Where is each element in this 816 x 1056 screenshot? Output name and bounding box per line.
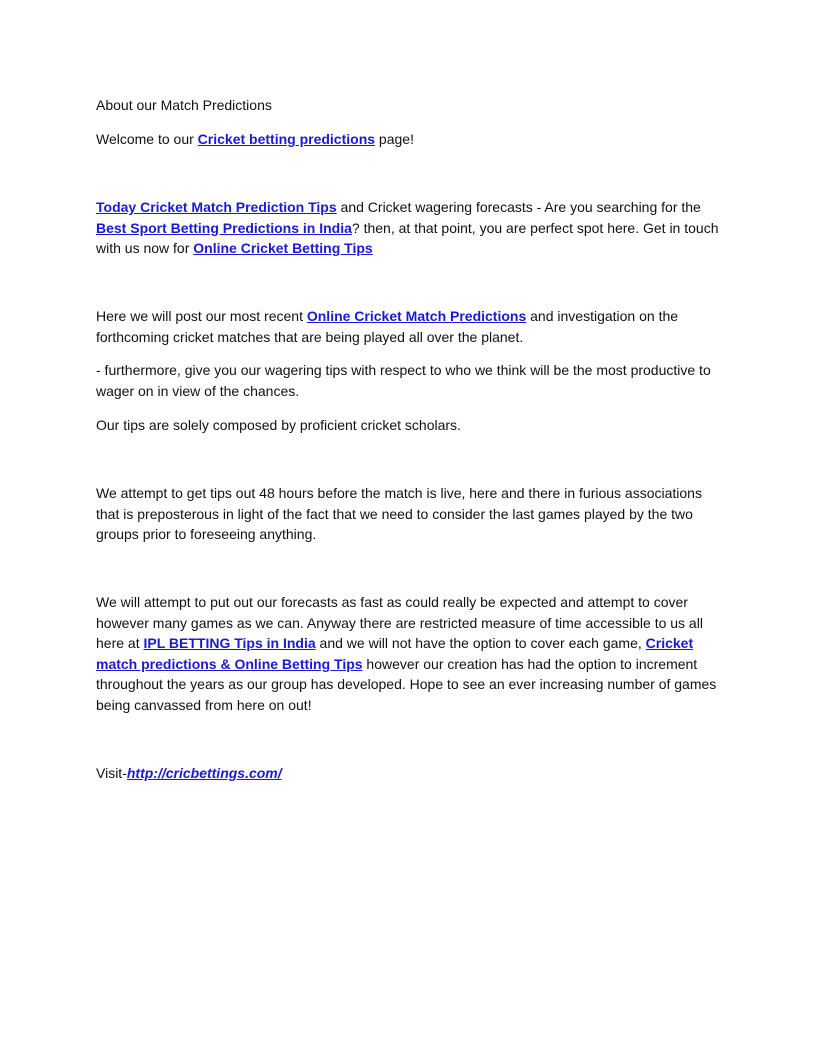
intro-paragraph (96, 197, 722, 259)
recent-paragraph (96, 306, 722, 347)
forecasts-text-2: and we will not have the option to cover each game, (315, 635, 646, 651)
online-cricket-betting-tips-link[interactable]: Online Cricket Betting Tips (193, 240, 373, 256)
cricket-match-predictions-online-betting-tips-link[interactable]: Cricket match predictions & Online Betting Tips (96, 635, 694, 672)
intro-text-1: and Cricket wagering forecasts - Are you searching for the (336, 199, 701, 215)
forecasts-text-3: however our creation has had the option to increment throughout the years as our group has developed. Hope to see an ever increasing number of games being canvassed from here on out! (96, 655, 717, 713)
welcome-text-after: page! (375, 131, 414, 147)
furthermore-paragraph: - furthermore, give you our wagering tips with respect to who we think will be the most productive to wager on in view of the chances. (96, 362, 711, 399)
recent-text-after: and investigation on the forthcoming cricket matches that are being played all over the planet. (96, 308, 679, 345)
forecasts-paragraph (96, 592, 722, 715)
page-heading: About our Match Predictions (96, 97, 272, 113)
forecasts-text-1: We will attempt to put out our forecasts as fast as could really be expected and attempt to cover however many games as we can. Anyway there are restricted measure of time accessible to us all here at (96, 594, 703, 651)
intro-text-2: ? then, at that point, you are perfect spot here. Get in touch with us now for (96, 219, 719, 256)
ipl-betting-tips-link[interactable]: IPL BETTING Tips in India (143, 635, 316, 651)
attempt-paragraph: We attempt to get tips out 48 hours before the match is live, here and there in furious associations that is preposterous in light of the fact that we need to consider the last games played by the two groups prior to foreseeing anything. (96, 485, 702, 542)
cricket-betting-predictions-link[interactable]: Cricket betting predictions (197, 131, 376, 147)
welcome-paragraph (96, 129, 722, 150)
today-cricket-match-prediction-tips-link[interactable]: Today Cricket Match Prediction Tips (96, 199, 337, 215)
best-sport-betting-predictions-link[interactable]: Best Sport Betting Predictions in India (96, 219, 352, 236)
visit-line (96, 763, 722, 784)
visit-label: Visit- (96, 765, 127, 781)
welcome-text-before: Welcome to our (96, 131, 198, 147)
online-cricket-match-predictions-link[interactable]: Online Cricket Match Predictions (306, 308, 527, 324)
scholars-paragraph: Our tips are solely composed by proficient cricket scholars. (96, 417, 461, 433)
recent-text-before: Here we will post our most recent (96, 308, 307, 324)
cricbettings-url-link[interactable]: http://cricbettings.com/ (126, 765, 282, 781)
